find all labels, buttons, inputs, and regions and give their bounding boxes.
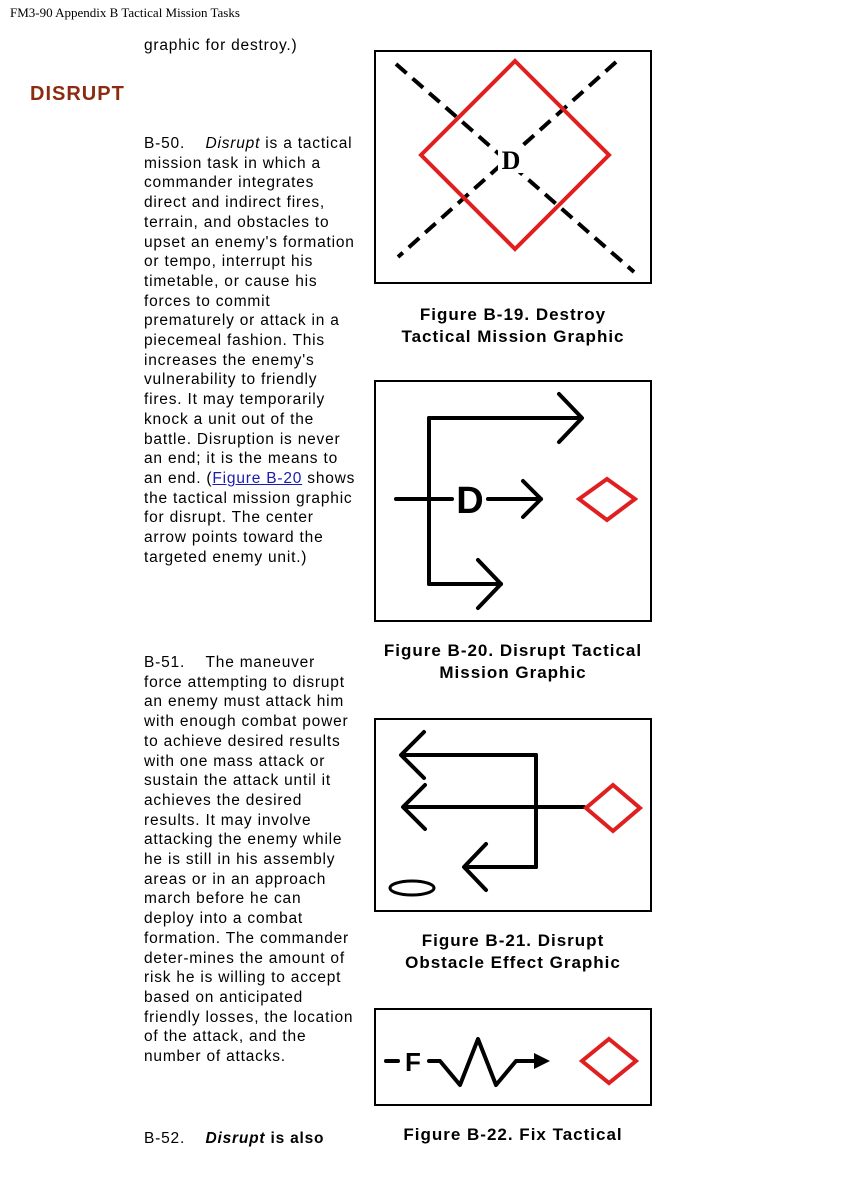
figure-b19-graphic	[374, 50, 652, 284]
fix-graphic	[376, 1010, 650, 1104]
symbol-letter: D	[456, 480, 484, 522]
paragraph-b51	[144, 653, 354, 1067]
arrow-head	[534, 1053, 550, 1069]
page-header: FM3-90 Appendix B Tactical Mission Tasks	[10, 5, 240, 20]
figure-b21-graphic	[374, 718, 652, 912]
obstacle-disrupt-graphic	[376, 720, 650, 910]
continued-text: graphic for destroy.)	[144, 37, 298, 54]
obstacle-ellipse	[390, 881, 434, 895]
caption-line: Figure B-22. Fix Tactical	[403, 1125, 623, 1144]
caption-line: Figure B-21. Disrupt	[421, 931, 605, 950]
figure-b20-caption	[362, 640, 664, 684]
paragraph-number: B-52.	[144, 1130, 186, 1147]
caption-line: Figure B-20. Disrupt Tactical	[383, 641, 643, 660]
figure-b19-caption	[374, 304, 652, 348]
zigzag-line	[429, 1039, 536, 1085]
paragraph-text: The maneuver force attempting to disrupt an enemy must attack him with enough combat power to achieve desired results with one mass attack or sustain the attack until it achieves the desired results. It may involve attacking the enemy while he is still in his assembly areas or in an approach march before he can deploy into a combat formation. The commander deter-mines the amount of risk he is willing to accept based on anticipated friendly losses, the location of the attack, and the number of attacks.	[144, 654, 354, 1066]
caption-line: Tactical Mission Graphic	[401, 327, 625, 346]
enemy-diamond	[586, 785, 640, 831]
figure-b22-graphic	[374, 1008, 652, 1106]
paragraph-text: shows the tactical mission graphic for disrupt. The center arrow points toward the targeted enemy unit.)	[144, 469, 356, 566]
paragraph-number: B-50.	[144, 135, 186, 152]
figure-b21-caption	[374, 930, 652, 974]
figure-b20-graphic	[374, 380, 652, 622]
enemy-diamond	[579, 479, 635, 520]
destroy-graphic	[376, 52, 650, 282]
figure-b20-link[interactable]: Figure B-20	[212, 469, 303, 487]
paragraph-b50	[144, 134, 359, 567]
figure-b22-caption	[374, 1124, 652, 1146]
paragraph-number: B-51.	[144, 654, 186, 671]
paragraph-text: is also	[265, 1130, 325, 1147]
paragraph-b52	[144, 1129, 374, 1149]
symbol-letter: F	[405, 1047, 421, 1077]
caption-line: Figure B-19. Destroy	[419, 305, 607, 324]
caption-line: Obstacle Effect Graphic	[405, 953, 621, 972]
enemy-diamond	[582, 1039, 636, 1083]
symbol-letter: D	[501, 146, 521, 175]
term: Disrupt	[205, 135, 261, 152]
disrupt-graphic	[376, 382, 650, 620]
caption-line: Mission Graphic	[439, 663, 587, 682]
section-title: DISRUPT	[30, 83, 125, 105]
paragraph-text: is a tactical mission task in which a commander integrates direct and indirect fires, terrain, and obstacles to upset an enemy's formation or tempo, interrupt his timetable, or cause his forces to commit prematurely or attack in a piecemeal fashion. This increases the enemy's vulnerability to friendly fires. It may temporarily knock a unit out of the battle. Disruption is never an end; it is the means to an end. (	[144, 135, 355, 487]
term: Disrupt	[205, 1130, 266, 1147]
